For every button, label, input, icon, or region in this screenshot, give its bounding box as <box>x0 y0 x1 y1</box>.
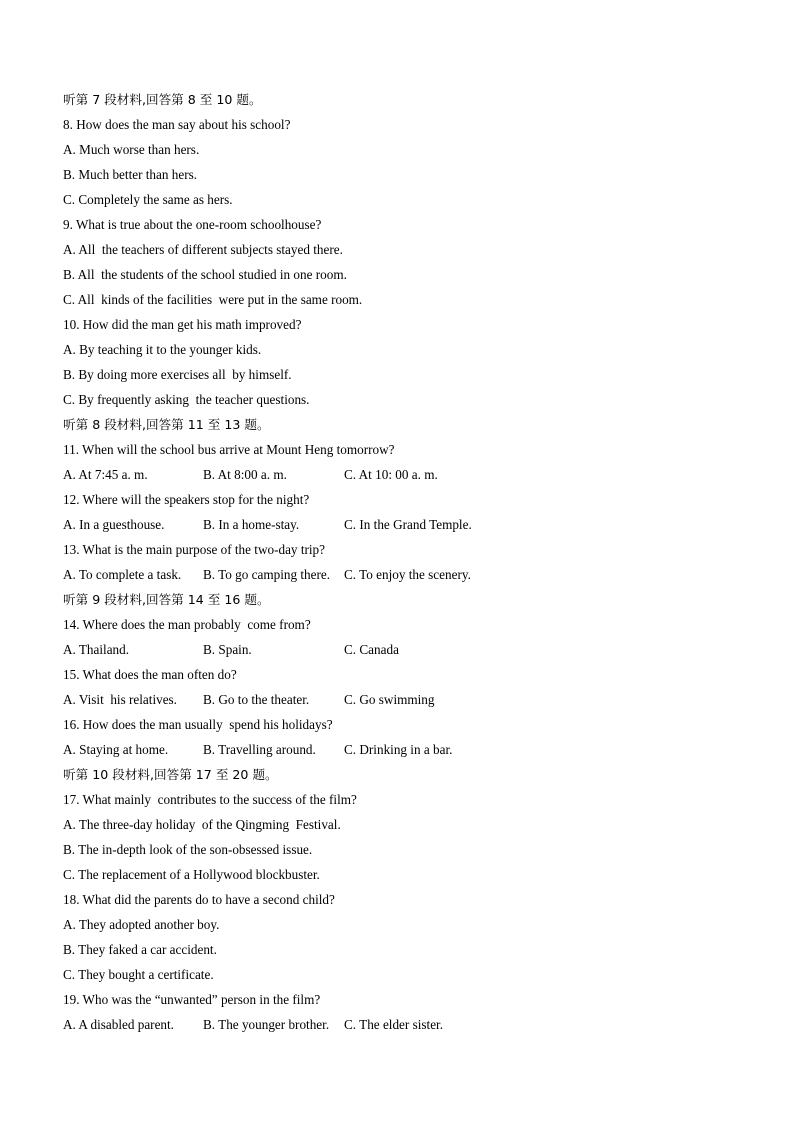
question <box>63 490 743 540</box>
option-c: C. At 10: 00 a. m. <box>344 467 438 482</box>
option-a: A. By teaching it to the younger kids. <box>63 342 262 357</box>
option-b: B. By doing more exercises all by himself. <box>63 367 292 382</box>
option-b: B. They faked a car accident. <box>63 942 217 957</box>
option-a: A. Staying at home. <box>63 742 169 757</box>
option-a: A. Thailand. <box>63 642 130 657</box>
option-c: C. To enjoy the scenery. <box>344 567 471 582</box>
question-stem: 12. Where will the speakers stop for the night? <box>63 492 310 507</box>
option-a: A. Much worse than hers. <box>63 142 200 157</box>
option-b: B. To go camping there. <box>203 567 331 582</box>
option-c: C. Canada <box>344 642 399 657</box>
option-b: B. The in-depth look of the son-obsessed issue. <box>63 842 313 857</box>
question-stem: 16. How does the man usually spend his holidays? <box>63 717 333 732</box>
question-stem: 8. How does the man say about his school? <box>63 117 291 132</box>
option-c: C. The replacement of a Hollywood blockbuster. <box>63 867 320 882</box>
question-stem: 19. Who was the “unwanted” person in the film? <box>63 992 321 1007</box>
options-row <box>63 640 743 665</box>
question-stem: 9. What is true about the one-room schoolhouse? <box>63 217 322 232</box>
option-b: B. Much better than hers. <box>63 167 198 182</box>
section-header: 听第 10 段材料,回答第 17 至 20 题。 <box>63 767 278 782</box>
options-row <box>63 465 743 490</box>
question <box>63 440 743 490</box>
option-b: B. Travelling around. <box>203 742 316 757</box>
option-c: C. Drinking in a bar. <box>344 742 453 757</box>
section-header: 听第 9 段材料,回答第 14 至 16 题。 <box>63 592 270 607</box>
options-row <box>63 565 743 590</box>
option-c: C. By frequently asking the teacher questions. <box>63 392 310 407</box>
question <box>63 790 743 890</box>
question-stem: 14. Where does the man probably come from? <box>63 617 311 632</box>
option-c: C. All kinds of the facilities were put in the same room. <box>63 292 363 307</box>
option-a: A. At 7:45 a. m. <box>63 467 148 482</box>
question <box>63 540 743 590</box>
question <box>63 615 743 665</box>
section-header: 听第 8 段材料,回答第 11 至 13 题。 <box>63 417 270 432</box>
option-b: B. The younger brother. <box>203 1017 330 1032</box>
options-row <box>63 740 743 765</box>
option-c: C. Go swimming <box>344 692 435 707</box>
question <box>63 990 743 1040</box>
option-a: A. All the teachers of different subjects stayed there. <box>63 242 343 257</box>
question-stem: 18. What did the parents do to have a second child? <box>63 892 335 907</box>
option-a: A. They adopted another boy. <box>63 917 220 932</box>
option-a: A. In a guesthouse. <box>63 517 165 532</box>
question <box>63 215 743 315</box>
document-page <box>63 90 743 1040</box>
options-row <box>63 515 743 540</box>
option-b: B. In a home-stay. <box>203 517 300 532</box>
question <box>63 890 743 990</box>
option-b: B. Go to the theater. <box>203 692 310 707</box>
question <box>63 115 743 215</box>
option-a: A. A disabled parent. <box>63 1017 174 1032</box>
option-c: C. Completely the same as hers. <box>63 192 233 207</box>
question-stem: 17. What mainly contributes to the success of the film? <box>63 792 357 807</box>
question-stem: 10. How did the man get his math improved? <box>63 317 302 332</box>
option-c: C. The elder sister. <box>344 1017 444 1032</box>
options-row <box>63 690 743 715</box>
option-c: C. They bought a certificate. <box>63 967 214 982</box>
option-a: A. The three-day holiday of the Qingming Festival. <box>63 817 341 832</box>
question-stem: 13. What is the main purpose of the two-day trip? <box>63 542 325 557</box>
option-b: B. At 8:00 a. m. <box>203 467 287 482</box>
question <box>63 665 743 715</box>
question <box>63 315 743 415</box>
option-a: A. To complete a task. <box>63 567 182 582</box>
option-b: B. Spain. <box>203 642 252 657</box>
option-b: B. All the students of the school studied in one room. <box>63 267 347 282</box>
question <box>63 715 743 765</box>
question-stem: 11. When will the school bus arrive at Mount Heng tomorrow? <box>63 442 395 457</box>
option-c: C. In the Grand Temple. <box>344 517 472 532</box>
option-a: A. Visit his relatives. <box>63 692 177 707</box>
question-stem: 15. What does the man often do? <box>63 667 237 682</box>
section-header: 听第 7 段材料,回答第 8 至 10 题。 <box>63 92 262 107</box>
options-row <box>63 1015 743 1040</box>
